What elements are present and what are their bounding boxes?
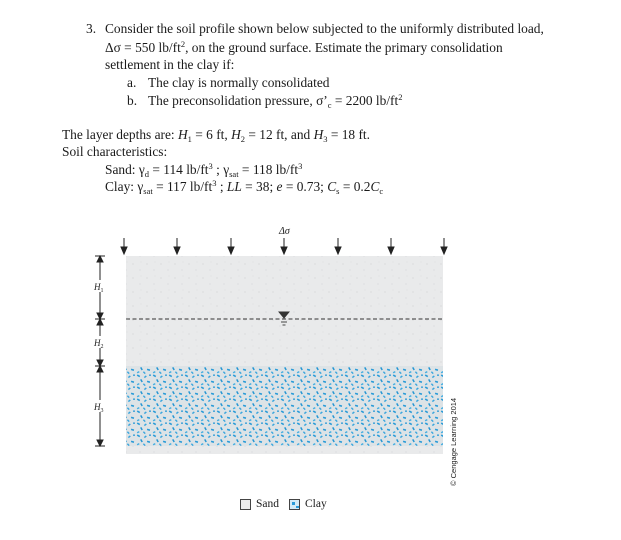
sand-swatch bbox=[240, 499, 251, 510]
clay-layer bbox=[126, 366, 443, 446]
sand-properties: Sand: $\gamma_d = 114$ $lb/ft^3$ ; $\gamma_{sat} = 118$ $lb/ft^3$ bbox=[105, 161, 303, 179]
sand-layer-bottom bbox=[126, 446, 443, 454]
h2-label: $H_2$ bbox=[94, 338, 104, 350]
sand-legend-label: Sand bbox=[256, 498, 279, 510]
soil-characteristics-heading: Soil characteristics: bbox=[62, 144, 168, 159]
part-a-label: a. bbox=[127, 75, 137, 90]
clay-swatch bbox=[289, 499, 300, 510]
layer-depths: The layer depths are: $H_1 = 6$ ft, $H_2 = 12$ ft, and $H_3 = 18$ ft. bbox=[62, 127, 370, 144]
soil-profile-diagram bbox=[88, 218, 450, 494]
sand-layer bbox=[126, 256, 443, 366]
problem-intro-line-2: Δσ = 550 $lb/ft^2$, on the ground surface. Estimate the primary consolidation bbox=[105, 39, 503, 55]
load-arrows bbox=[121, 238, 447, 254]
legend bbox=[240, 496, 327, 513]
part-b-text: The preconsolidation pressure, $\sigma’_c = 2200$ $lb/ft^2$ bbox=[148, 92, 403, 110]
load-label: Δσ bbox=[279, 226, 290, 237]
part-a-text: The clay is normally consolidated bbox=[148, 75, 330, 90]
part-b-label: b. bbox=[127, 93, 138, 108]
h3-label: $H_3$ bbox=[94, 402, 104, 414]
copyright-notice: © Cengage Learning 2014 bbox=[449, 397, 458, 486]
clay-legend-label: Clay bbox=[305, 498, 327, 510]
problem-number: 3. bbox=[86, 21, 97, 36]
problem-intro-line-3: settlement in the clay if: bbox=[105, 57, 235, 72]
h1-label: $H_1$ bbox=[94, 282, 104, 294]
clay-properties: Clay: $\gamma_{sat} = 117$ $lb/ft^3$ ; LL = 38; e = 0.73; $C_s = 0.2C_c$ bbox=[105, 178, 384, 196]
problem-intro-line-1: Consider the soil profile shown below subjected to the uniformly distributed load, bbox=[105, 21, 544, 36]
